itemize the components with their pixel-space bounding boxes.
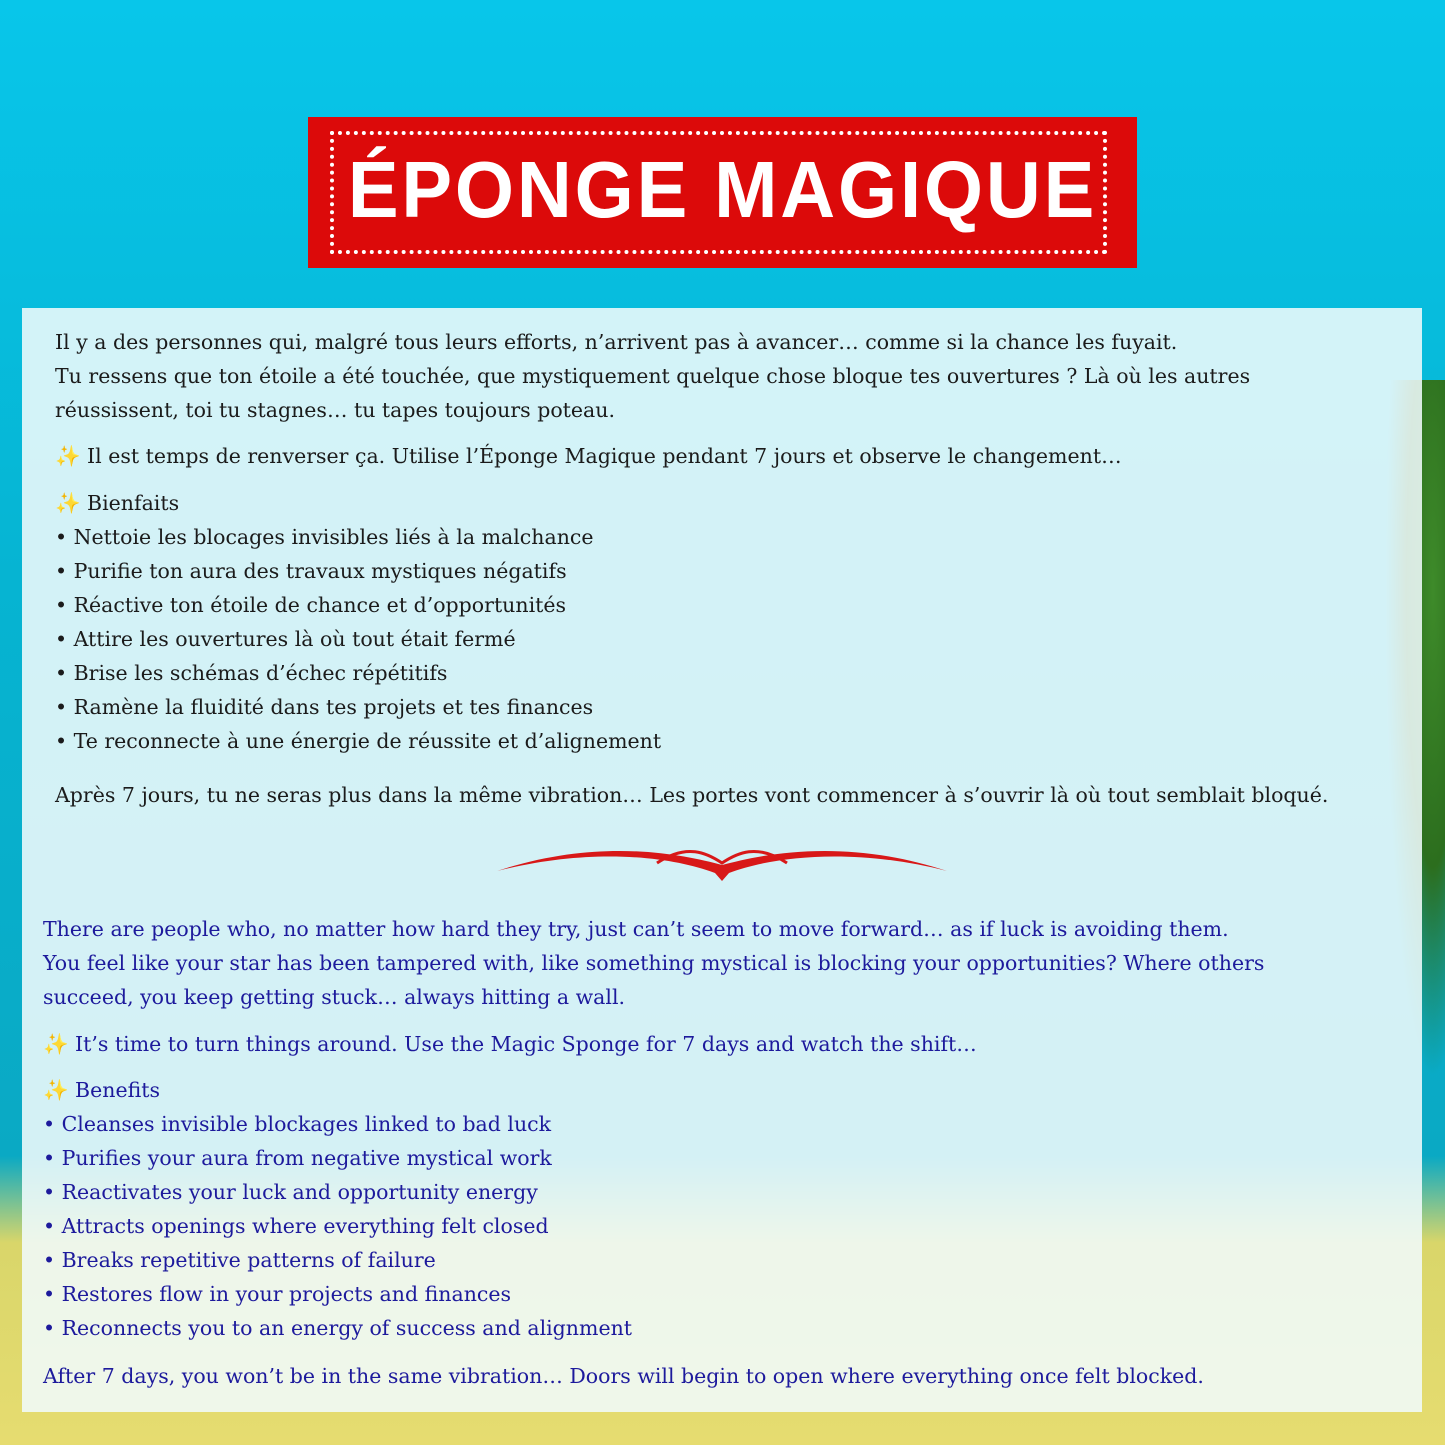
- french-closing: Après 7 jours, tu ne seras plus dans la même vibration… Les portes vont commencer à s’ouvrir là où tout semblait bloqué.: [55, 783, 1329, 807]
- list-item: • Brise les schémas d’échec répétitifs: [55, 661, 448, 685]
- list-item: • Restores flow in your projects and finances: [43, 1282, 512, 1306]
- ornament-divider: [477, 843, 967, 883]
- list-item: • Attire les ouvertures là où tout était fermé: [55, 627, 516, 651]
- english-call: ✨ It’s time to turn things around. Use the Magic Sponge for 7 days and watch the shift…: [43, 1032, 977, 1056]
- text-line: réussissent, toi tu stagnes… tu tapes toujours poteau.: [55, 398, 615, 422]
- list-item: • Ramène la fluidité dans tes projets et tes finances: [55, 695, 594, 719]
- content-panel: [22, 308, 1422, 1412]
- french-intro: [55, 325, 1250, 427]
- page-title: ÉPONGE MAGIQUE: [347, 145, 1098, 234]
- french-benefits: [55, 486, 661, 758]
- list-item: • Reactivates your luck and opportunity energy: [43, 1180, 538, 1204]
- benefits-title: ✨ Benefits: [43, 1078, 161, 1102]
- text-line: Tu ressens que ton étoile a été touchée, que mystiquement quelque chose bloque tes ouvertures ? Là où les autres: [55, 364, 1251, 388]
- text-line: There are people who, no matter how hard they try, just can’t seem to move forward… as if luck is avoiding them.: [43, 917, 1229, 941]
- list-item: • Reconnects you to an energy of success and alignment: [43, 1316, 633, 1340]
- list-item: • Nettoie les blocages invisibles liés à la malchance: [55, 525, 594, 549]
- text-line: Il y a des personnes qui, malgré tous leurs efforts, n’arrivent pas à avancer… comme si la chance les fuyait.: [55, 330, 1178, 354]
- list-item: • Purifie ton aura des travaux mystiques négatifs: [55, 559, 567, 583]
- english-intro: [43, 912, 1264, 1014]
- list-item: • Purifies your aura from negative mystical work: [43, 1146, 552, 1170]
- english-benefits: [43, 1073, 632, 1345]
- list-item: • Te reconnecte à une énergie de réussite et d’alignement: [55, 729, 662, 753]
- title-banner: [308, 117, 1137, 268]
- french-call: ✨ Il est temps de renverser ça. Utilise l’Éponge Magique pendant 7 jours et observe le changement…: [55, 444, 1122, 468]
- list-item: • Cleanses invisible blockages linked to bad luck: [43, 1112, 552, 1136]
- list-item: • Réactive ton étoile de chance et d’opportunités: [55, 593, 567, 617]
- english-closing: After 7 days, you won’t be in the same vibration… Doors will begin to open where everything once felt blocked.: [43, 1364, 1204, 1388]
- text-line: succeed, you keep getting stuck… always hitting a wall.: [43, 985, 626, 1009]
- list-item: • Breaks repetitive patterns of failure: [43, 1248, 436, 1272]
- benefits-title: ✨ Bienfaits: [55, 491, 180, 515]
- list-item: • Attracts openings where everything felt closed: [43, 1214, 549, 1238]
- text-line: You feel like your star has been tampered with, like something mystical is blocking your opportunities? Where others: [43, 951, 1265, 975]
